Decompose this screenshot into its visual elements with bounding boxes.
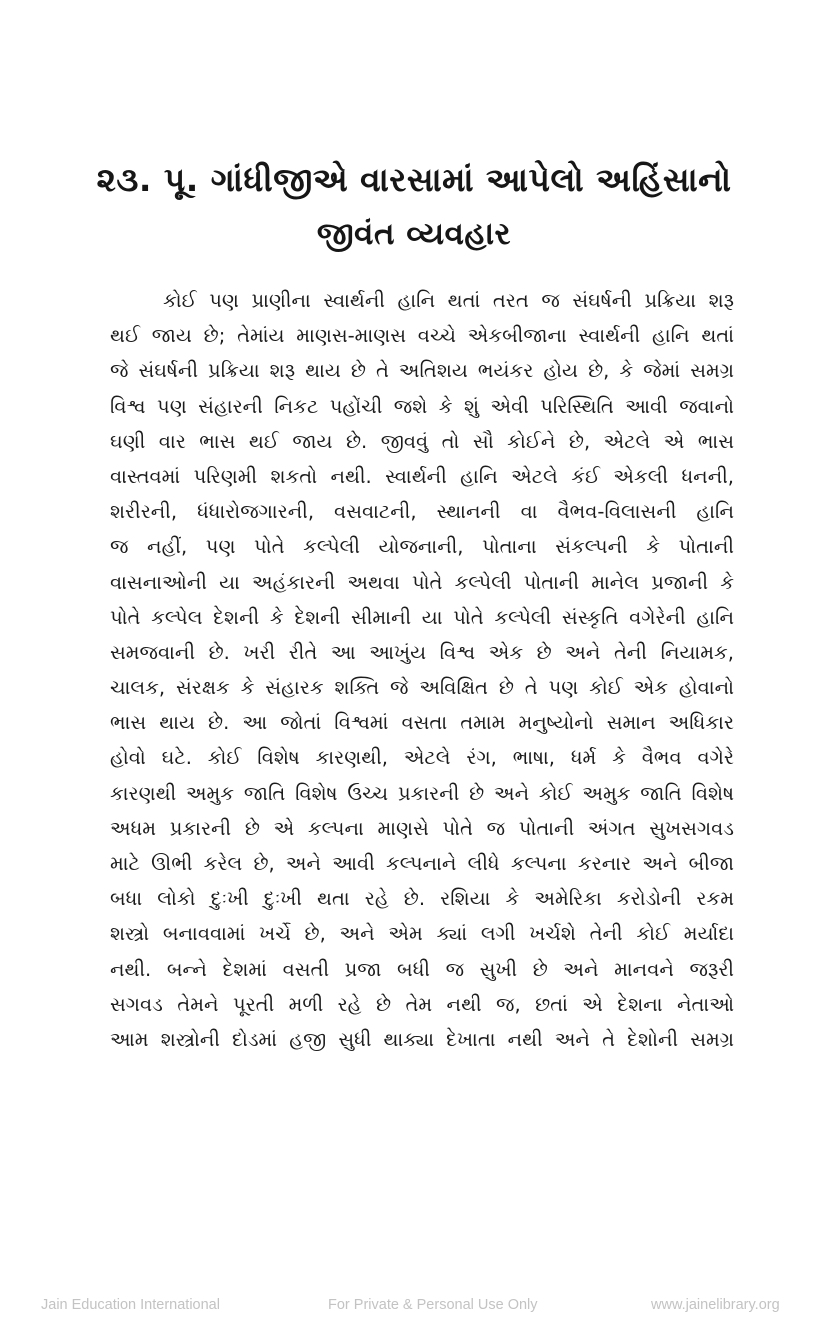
body-line-text: ચાલક, સંરક્ષક કે સંહારક શક્તિ જે અવિક્ષિત છે તે પણ કોઈ એક હોવાનો [110, 676, 734, 700]
body-line [110, 424, 734, 459]
body-line [110, 916, 734, 951]
body-line-text: જે સંઘર્ષની પ્રક્રિયા શરૂ થાય છે તે અતિશય ભયંકર હોય છે, કે જેમાં સમગ્ર [110, 359, 734, 383]
body-line [110, 318, 734, 353]
body-line [110, 952, 734, 987]
body-line-text: ઘણી વાર ભાસ થઈ જાય છે. જીવવું તો સૌ કોઈને છે, એટલે એ ભાસ [110, 429, 734, 453]
chapter-title-line-2: જીવંત વ્યવહાર [316, 216, 512, 252]
body-line [110, 705, 734, 740]
body-line [110, 459, 734, 494]
page-footer [0, 1297, 828, 1317]
body-line [110, 600, 734, 635]
body-line [110, 283, 734, 318]
body-line [110, 670, 734, 705]
body-line-text: માટે ઊભી કરેલ છે, અને આવી કલ્પનાને લીધે કલ્પના કરનાર અને બીજા [110, 852, 734, 875]
body-line [110, 811, 734, 846]
body-line [110, 529, 734, 564]
body-line [110, 881, 734, 916]
body-line [110, 635, 734, 670]
body-line-text: જ નહીં, પણ પોતે કલ્પેલી યોજનાની, પોતાના સંકલ્પની કે પોતાની [110, 535, 734, 559]
chapter-title-line-1: ૨૩. પૂ. ગાંધીજીએ વારસામાં આપેલો અહિંસાનો [96, 160, 732, 199]
body-line [110, 846, 734, 881]
body-line [110, 494, 734, 529]
body-line-text: વાસ્તવમાં પરિણમી શકતો નથી. સ્વાર્થની હાનિ એટલે કંઈ એકલી ધનની, [110, 464, 734, 488]
body-line [110, 987, 734, 1022]
body-line-text: કારણથી અમુક જાતિ વિશેષ ઉચ્ચ પ્રકારની છે અને કોઈ અમુક જાતિ વિશેષ [110, 781, 734, 805]
body-line-text: પોતે કલ્પેલ દેશની કે દેશની સીમાની યા પોતે કલ્પેલી સંસ્કૃતિ વગેરેની હાનિ [110, 605, 734, 629]
body-line [110, 740, 734, 775]
body-line [110, 353, 734, 388]
footer-usage-notice: For Private & Personal Use Only [328, 1297, 538, 1313]
body-paragraph [110, 283, 734, 1057]
body-line-text: ભાસ થાય છે. આ જોતાં વિશ્વમાં વસતા તમામ મનુષ્યોનો સમાન અધિકાર [110, 711, 734, 735]
body-line [110, 776, 734, 811]
body-line-text: અધમ પ્રકારની છે એ કલ્પના માણસે પોતે જ પોતાની અંગત સુખસગવડ [110, 816, 734, 840]
footer-website: www.jainelibrary.org [651, 1297, 780, 1313]
body-line-text: વાસનાઓની યા અહંકારની અથવા પોતે કલ્પેલી પોતાની માનેલ પ્રજાની કે [110, 570, 734, 594]
body-line-text: સગવડ તેમને પૂરતી મળી રહે છે તેમ નથી જ, છતાં એ દેશના નેતાઓ [110, 992, 734, 1016]
body-line [110, 1022, 734, 1057]
body-line-text: કોઈ પણ પ્રાણીના સ્વાર્થની હાનિ થતાં તરત જ સંઘર્ષની પ્રક્રિયા શરૂ [163, 289, 734, 312]
body-line-text: બધા લોકો દુઃખી દુઃખી થતા રહે છે. રશિયા કે અમેરિકા કરોડોની રકમ [110, 887, 734, 911]
body-line-text: શસ્ત્રો બનાવવામાં ખર્ચે છે, અને એમ ક્યાં લગી ખર્ચશે તેની કોઈ મર્યાદા [110, 922, 734, 946]
body-line-text: સમજવાની છે. ખરી રીતે આ આખુંય વિશ્વ એક છે અને તેની નિયામક, [110, 640, 734, 664]
body-line-text: વિશ્વ પણ સંહારની નિકટ પહોંચી જશે કે શું એવી પરિસ્થિતિ આવી જવાનો [110, 394, 734, 418]
body-line [110, 389, 734, 424]
body-line-text: આમ શસ્ત્રોની દોડમાં હજી સુધી થાક્યા દેખાતા નથી અને તે દેશોની સમગ્ર [110, 1027, 734, 1051]
body-line-text: નથી. બન્ને દેશમાં વસતી પ્રજા બધી જ સુખી છે અને માનવને જરૂરી [110, 957, 734, 981]
body-line [110, 565, 734, 600]
body-line-text: હોવો ઘટે. કોઈ વિશેષ કારણથી, એટલે રંગ, ભાષા, ધર્મ કે વૈભવ વગેરે [110, 746, 734, 770]
body-line-text: થઈ જાય છે; તેમાંય માણસ-માણસ વચ્ચે એકબીજાના સ્વાર્થની હાનિ થતાં [110, 324, 734, 348]
body-line-text: શરીરની, ધંધારોજગારની, વસવાટની, સ્થાનની વા વૈભવ-વિલાસની હાનિ [110, 500, 734, 524]
footer-publisher: Jain Education International [41, 1297, 220, 1313]
